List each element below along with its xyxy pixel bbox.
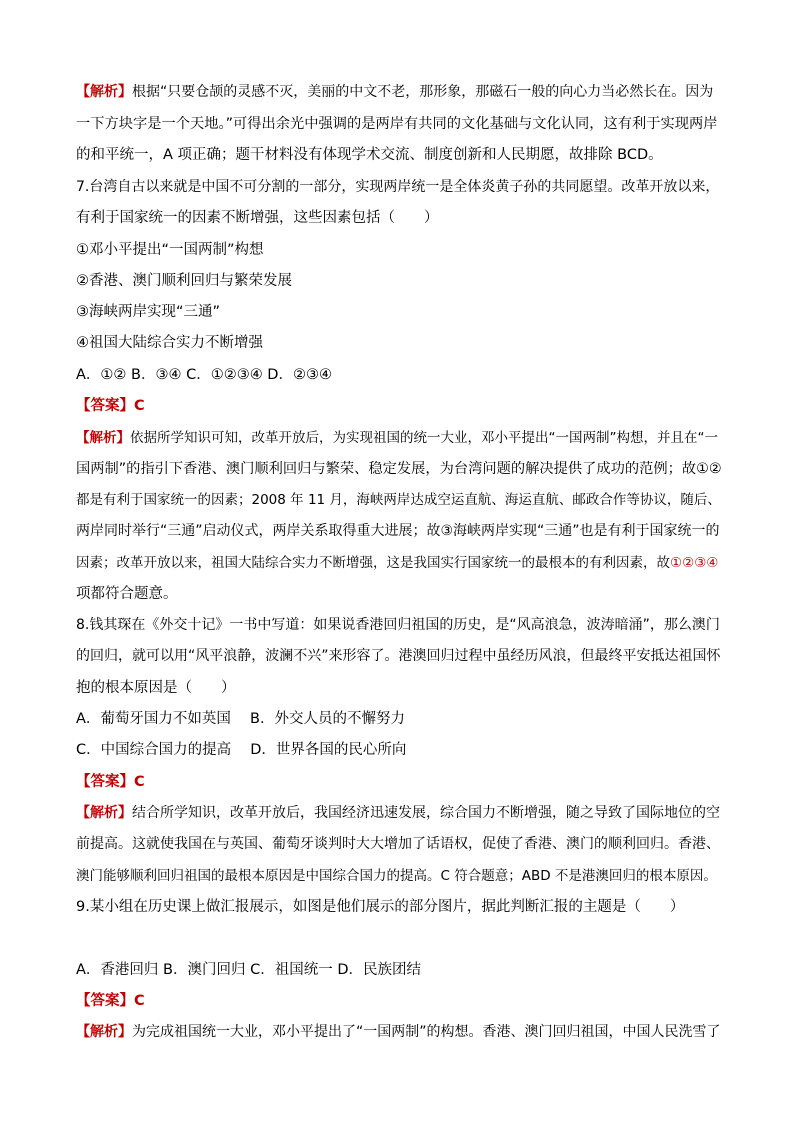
q6-analysis-line-3: 的和平统一，A 项正确；题干材料没有体现学术交流、制度创新和人民期愿，故排除 BCD。 <box>76 147 663 163</box>
analysis-tag: 【解析】 <box>76 805 132 821</box>
q8-analysis-line-2: 前提高。这就使我国在与英国、葡萄牙谈判时大大增加了话语权，促使了香港、澳门的顺利回归。香港、 <box>76 836 720 852</box>
analysis-tag: 【解析】 <box>76 1024 132 1040</box>
q7-analysis-line-3: 都是有利于国家统一的因素；2008 年 11 月，海峡两岸达成空运直航、海运直航、邮政合作等协议，随后、 <box>76 492 721 508</box>
q7-analysis-line-6: 项都符合题意。 <box>76 586 178 602</box>
q9-analysis-line-1: 【解析】为完成祖国统一大业，邓小平提出了“一国两制”的构想。香港、澳门回归祖国，中国人民洗雪了 <box>76 1024 721 1040</box>
q8-stem-line-2: 的回归，就可以用“风平浪静，波澜不兴”来形容了。港澳回归过程中虽经历风浪，但最终平安抵达祖国怀 <box>76 648 721 664</box>
q7-analysis-line-1: 【解析】依据所学知识可知，改革开放后，为实现祖国的统一大业，邓小平提出“一国两制”构想，并且在“一 <box>76 430 718 446</box>
q7-stem-line-1: 7.台湾自古以来就是中国不可分割的一部分，实现两岸统一是全体炎黄子孙的共同愿望。改革开放以来， <box>76 179 720 195</box>
analysis-tag: 【解析】 <box>76 430 130 446</box>
q7-item-3: ③海峡两岸实现“三通” <box>76 304 221 320</box>
q6-analysis-line-1: 【解析】根据“只要仓颉的灵感不灭，美丽的中文不老，那形象，那磁石一般的向心力当必然长在。因为 <box>76 84 714 100</box>
q9-stem: 9.某小组在历史课上做汇报展示，如图是他们展示的部分图片，据此判断汇报的主题是（ ） <box>76 899 685 915</box>
q8-stem-line-3: 抱的根本原因是（ ） <box>76 680 236 696</box>
q7-analysis-line-2: 国两制”的指引下香港、澳门顺利回归与繁荣、稳定发展，为台湾问题的解决提供了成功的范例；故①② <box>76 461 722 477</box>
q9-options: A．香港回归 B．澳门回归 C．祖国统一 D．民族团结 <box>76 962 421 978</box>
q8-analysis-line-3: 澳门能够顺利回归祖国的最根本原因是中国综合国力的提高。C 符合题意；ABD 不是港澳回归的根本原因。 <box>76 868 717 884</box>
q7-answer: 【答案】C <box>76 398 145 414</box>
q7-stem-line-2: 有利于国家统一的因素不断增强，这些因素包括（ ） <box>76 210 439 226</box>
q7-highlight: ①②③④ <box>670 555 719 571</box>
analysis-tag: 【解析】 <box>76 84 132 100</box>
q7-item-1: ①邓小平提出“一国两制”构想 <box>76 242 264 258</box>
q7-item-4: ④祖国大陆综合实力不断增强 <box>76 335 263 351</box>
q8-options-line-2: C．中国综合国力的提高 D．世界各国的民心所向 <box>76 742 407 758</box>
q8-stem-line-1: 8.钱其琛在《外交十记》一书中写道：如果说香港回归祖国的历史，是“风高浪急，波涛暗涌”，那么澳门 <box>76 617 720 633</box>
q7-analysis-line-5: 因素；改革开放以来，祖国大陆综合实力不断增强，这是我国实行国家统一的最根本的有利因素，故①②③④ <box>76 555 719 571</box>
q9-answer: 【答案】C <box>76 993 145 1009</box>
q6-analysis-line-2: 一下方块字是一个天地。”可得出余光中强调的是两岸有共同的文化基础与文化认同，这有利于实现两岸 <box>76 116 718 132</box>
q7-item-2: ②香港、澳门顺利回归与繁荣发展 <box>76 273 292 289</box>
q8-options-line-1: A．葡萄牙国力不如英国 B．外交人员的不懈努力 <box>76 711 405 727</box>
q8-answer: 【答案】C <box>76 774 145 790</box>
q8-analysis-line-1: 【解析】结合所学知识，改革开放后，我国经济迅速发展，综合国力不断增强，随之导致了国际地位的空 <box>76 805 720 821</box>
q7-options: A．①② B．③④ C．①②③④ D．②③④ <box>76 367 332 383</box>
q7-analysis-line-4: 两岸同时举行“三通”启动仪式，两岸关系取得重大进展；故③海峡两岸实现“三通”也是有利于国家统一的 <box>76 523 720 539</box>
